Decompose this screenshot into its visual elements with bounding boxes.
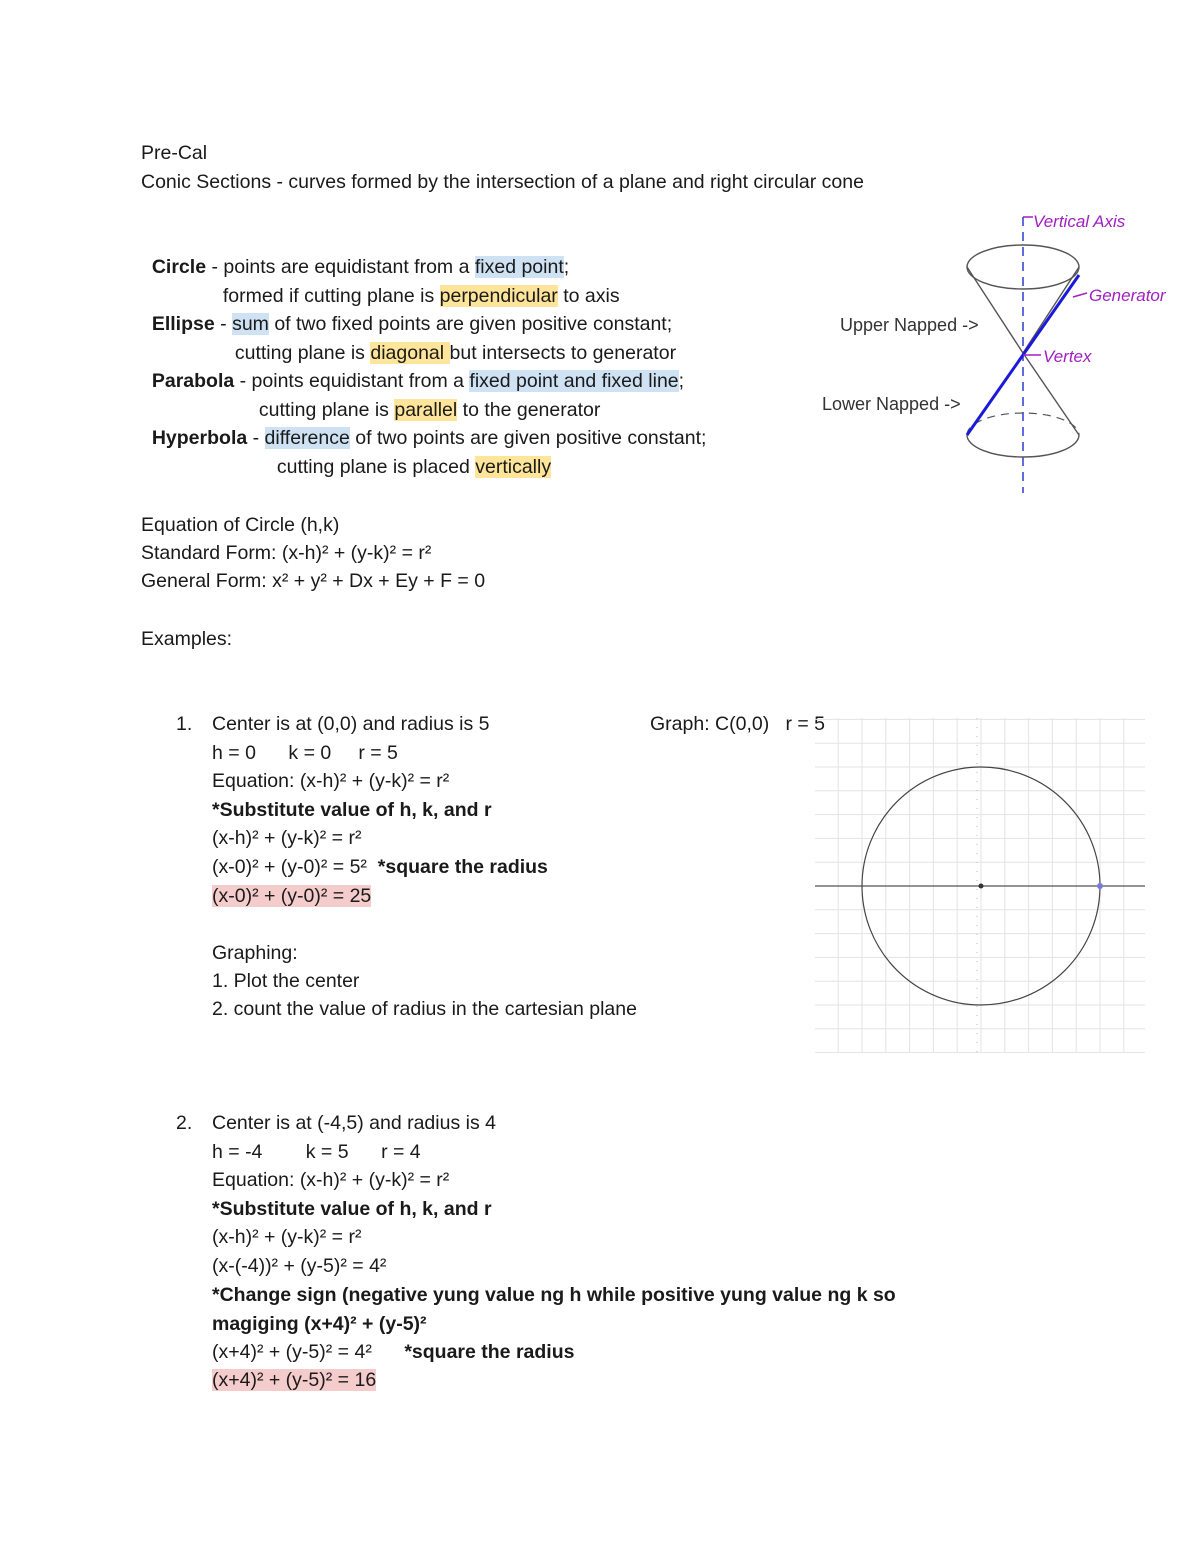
parabola-text-a: - points equidistant from a bbox=[234, 370, 470, 392]
hyperbola-plane-highlight: vertically bbox=[475, 456, 552, 478]
hyperbola-text-a: - bbox=[247, 427, 265, 449]
example2-line3: Equation: (x-h)² + (y-k)² = r² bbox=[212, 1169, 450, 1191]
ellipse-plane-a: cutting plane is bbox=[234, 342, 371, 364]
cone-side-right-upper bbox=[1023, 267, 1079, 353]
course-title: Pre-Cal bbox=[141, 142, 208, 164]
ellipse-text-b: of two fixed points are given positive constant; bbox=[268, 313, 673, 335]
example1-line3: Equation: (x-h)² + (y-k)² = r² bbox=[212, 770, 450, 792]
example1-number: 1. bbox=[176, 713, 193, 735]
example1-line1: Center is at (0,0) and radius is 5 bbox=[212, 713, 490, 735]
parabola-text-b: ; bbox=[678, 370, 685, 392]
generator-label: Generator bbox=[1089, 286, 1166, 305]
example1-graph-label: Graph: C(0,0) r = 5 bbox=[650, 713, 826, 735]
example2-line2: h = -4 k = 5 r = 4 bbox=[212, 1141, 421, 1163]
parabola-term: Parabola bbox=[151, 370, 235, 392]
vertex-label: Vertex bbox=[1043, 347, 1092, 366]
ellipse-plane-highlight: diagonal bbox=[370, 342, 450, 364]
lower-napped-label: Lower Napped -> bbox=[822, 394, 961, 414]
example1-line6 bbox=[212, 853, 548, 881]
example2-answer-text: (x+4)² + (y-5)² = 16 bbox=[212, 1369, 377, 1391]
example2-answer bbox=[212, 1366, 376, 1394]
example1-line5: (x-h)² + (y-k)² = r² bbox=[212, 827, 362, 849]
parabola-plane-highlight: parallel bbox=[394, 399, 458, 421]
circle-plane-highlight: perpendicular bbox=[439, 285, 558, 307]
circle-graph bbox=[815, 718, 1145, 1053]
example1-line4: *Substitute value of h, k, and r bbox=[212, 799, 492, 821]
example2-line9 bbox=[212, 1338, 574, 1366]
example1-line2: h = 0 k = 0 r = 5 bbox=[212, 742, 398, 764]
graphing-step2: 2. count the value of radius in the cartesian plane bbox=[212, 998, 637, 1020]
example2-line4: *Substitute value of h, k, and r bbox=[212, 1198, 492, 1220]
example2-number: 2. bbox=[176, 1112, 193, 1134]
example2-line8: magiging (x+4)² + (y-5)² bbox=[212, 1313, 427, 1335]
circle-plane-b: to axis bbox=[557, 285, 620, 307]
circle-text-a: - points are equidistant from a bbox=[206, 256, 475, 278]
parabola-plane-a: cutting plane is bbox=[258, 399, 395, 421]
example2-line5: (x-h)² + (y-k)² = r² bbox=[212, 1226, 362, 1248]
example2-line9-text: (x+4)² + (y-5)² = 4² bbox=[212, 1341, 405, 1363]
parabola-highlight: fixed point and fixed line bbox=[469, 370, 679, 392]
cone-side-left-upper bbox=[967, 267, 1023, 353]
example1-answer bbox=[212, 882, 371, 910]
example1-line6-note: *square the radius bbox=[377, 856, 548, 878]
equation-title: Equation of Circle (h,k) bbox=[141, 514, 340, 536]
graphing-step1: 1. Plot the center bbox=[212, 970, 360, 992]
example2-line9-note: *square the radius bbox=[404, 1341, 575, 1363]
ellipse-text-a: - bbox=[214, 313, 233, 335]
example1-answer-text: (x-0)² + (y-0)² = 25 bbox=[212, 885, 372, 907]
double-cone-figure bbox=[815, 205, 1185, 495]
parabola-plane-b: to the generator bbox=[457, 399, 601, 421]
example2-line7: *Change sign (negative yung value ng h while positive yung value ng k so bbox=[212, 1284, 896, 1306]
example2-line1: Center is at (-4,5) and radius is 4 bbox=[212, 1112, 496, 1134]
upper-napped-label: Upper Napped -> bbox=[840, 315, 979, 335]
hyperbola-plane-a: cutting plane is placed bbox=[276, 456, 476, 478]
example2-line6: (x-(-4))² + (y-5)² = 4² bbox=[212, 1255, 387, 1277]
examples-label: Examples: bbox=[141, 628, 233, 650]
hyperbola-plane bbox=[266, 425, 551, 481]
ellipse-highlight: sum bbox=[232, 313, 269, 335]
standard-form: Standard Form: (x-h)² + (y-k)² = r² bbox=[141, 542, 432, 564]
vertical-axis-label: Vertical Axis bbox=[1033, 212, 1126, 231]
generator-pointer bbox=[1073, 293, 1087, 297]
radius-point bbox=[1097, 883, 1103, 889]
general-form: General Form: x² + y² + Dx + Ey + F = 0 bbox=[141, 570, 486, 592]
hyperbola-highlight: difference bbox=[264, 427, 350, 449]
conic-definition: Conic Sections - curves formed by the intersection of a plane and right circular cone bbox=[141, 171, 864, 193]
circle-plane-a: formed if cutting plane is bbox=[222, 285, 440, 307]
center-point bbox=[979, 884, 984, 889]
hyperbola-text-b: of two points are given positive constant; bbox=[349, 427, 707, 449]
graphing-label: Graphing: bbox=[212, 942, 298, 964]
example1-line6-text: (x-0)² + (y-0)² = 5² bbox=[212, 856, 378, 878]
ellipse-term: Ellipse bbox=[151, 313, 215, 335]
circle-term: Circle bbox=[151, 256, 207, 278]
circle-text-b: ; bbox=[563, 256, 570, 278]
hyperbola-term: Hyperbola bbox=[151, 427, 248, 449]
ellipse-plane-b: but intersects to generator bbox=[449, 342, 677, 364]
circle-highlight: fixed point bbox=[474, 256, 564, 278]
